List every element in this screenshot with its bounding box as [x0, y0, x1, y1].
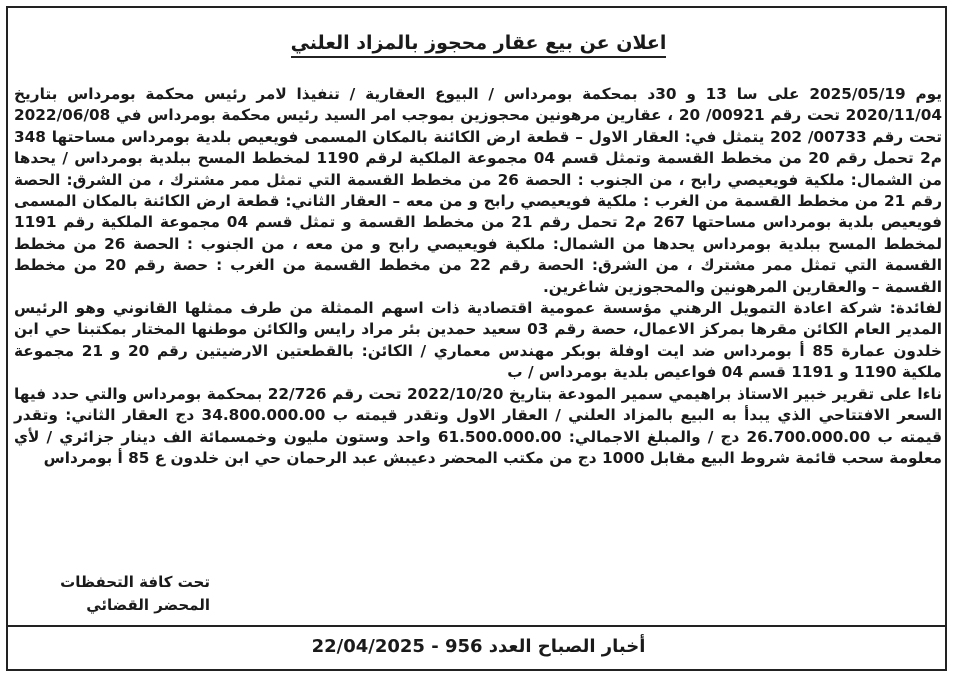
- notice-title: [0, 32, 957, 54]
- signature-block: [30, 571, 210, 617]
- footer-divider: [6, 625, 947, 627]
- signature-reservations: تحت كافة التحفظات: [60, 573, 210, 591]
- notice-paragraph-beneficiary: لفائدة: شركة اعادة التمويل الرهني مؤسسة عمومية اقتصادية ذات اسهم الممثلة من طرف ممثلها القانوني وهو الرئيس المدير العام الكائن مقرها بمركز الاعمال، حصة رقم 03 سعيد حمدين بئر مراد رايس والكائن موطنها المختار بمكتبنا حي ابن خلدون عمارة 85 أ بومرداس ضد ايت اوفلة بوبكر مهندس معماري / الكائن: بالقطعتين الارضيتين رقم 20 و 21 مجموعة ملكية 1190 و 1191 قسم 04 فواعيص بلدية بومرداس / ب: [14, 299, 942, 382]
- notice-body: [14, 84, 942, 469]
- signature-bailiff: المحضر القضائي: [86, 596, 210, 614]
- notice-title-text: اعلان عن بيع عقار محجوز بالمزاد العلني: [291, 32, 667, 58]
- notice-paragraph-valuation: ناءا على تقرير خبير الاستاذ براهيمي سمير المودعة بتاريخ 2022/10/20 تحت رقم 22/726 بمحكمة بومرداس والتي حدد فيها السعر الافتتاحي الذي يبدأ به البيع بالمزاد العلني / العقار الاول وتقدر قيمته ب 34.800.000.00 دج العقار الثاني: وتقدر قيمته ب 26.700.000.00 دج / والمبلغ الاجمالي: 61.500.000.00 واحد وستون مليون وخمسمائة الف دينار جزائري / لأي معلومة سحب قائمة شروط البيع مقابل 1000 دج من مكتب المحضر دعيبش عبد الرحمان حي ابن خلدون ع 85 أ بومرداس: [14, 384, 943, 467]
- notice-paragraph-property: يوم 2025/05/19 على سا 13 و 30د بمحكمة بومرداس / البيوع العقارية / تنفيذا لامر رئيس محكمة بومرداس بتاريخ 2020/11/04 تحت رقم 00921/ 20 ، عقارين مرهونين محجوزين بموجب امر السيد رئيس محكمة بومرداس في 2022/06/08 تحت رقم 00733/ 202 يتمثل في: العقار الاول – قطعة ارض الكائنة بالمكان المسمى فويعيص بلدية بومرداس مساحتها 348 م2 تحمل رقم 20 من مخطط القسمة وتمثل قسم 04 مجموعة الملكية لرقم 1190 لمخطط المسح ببلدية بومرداس / يحدها من الشمال: ملكية فويعيصي رابح ، من الجنوب : الحصة 26 من مخطط القسمة التي تمثل ممر مشترك ، من الشرق: الحصة رقم 21 من مخطط القسمة من الغرب : ملكية فويعيصي رابح و من معه – العقار الثاني: قطعة ارض الكائنة بالمكان المسمى فويعيص بلدية بومرداس مساحتها 267 م2 تحمل رقم 21 من مخطط القسمة و تمثل قسم 04 مجموعة الملكية رقم 1191 لمخطط المسح ببلدية بومرداس يحدها من الشمال: ملكية فويعيصي رابح و من معه ، من الجنوب : الحصة 26 من مخطط القسمة التي تمثل ممر مشترك ، من الشرق: الحصة رقم 22 من مخطط القسمة من الغرب : حصة رقم 20 من مخطط القسمة – والعقارين المرهونين والمحجوزين شاغرين.: [14, 85, 943, 296]
- publication-footer: أخبار الصباح العدد 956 - 22/04/2025: [311, 636, 646, 657]
